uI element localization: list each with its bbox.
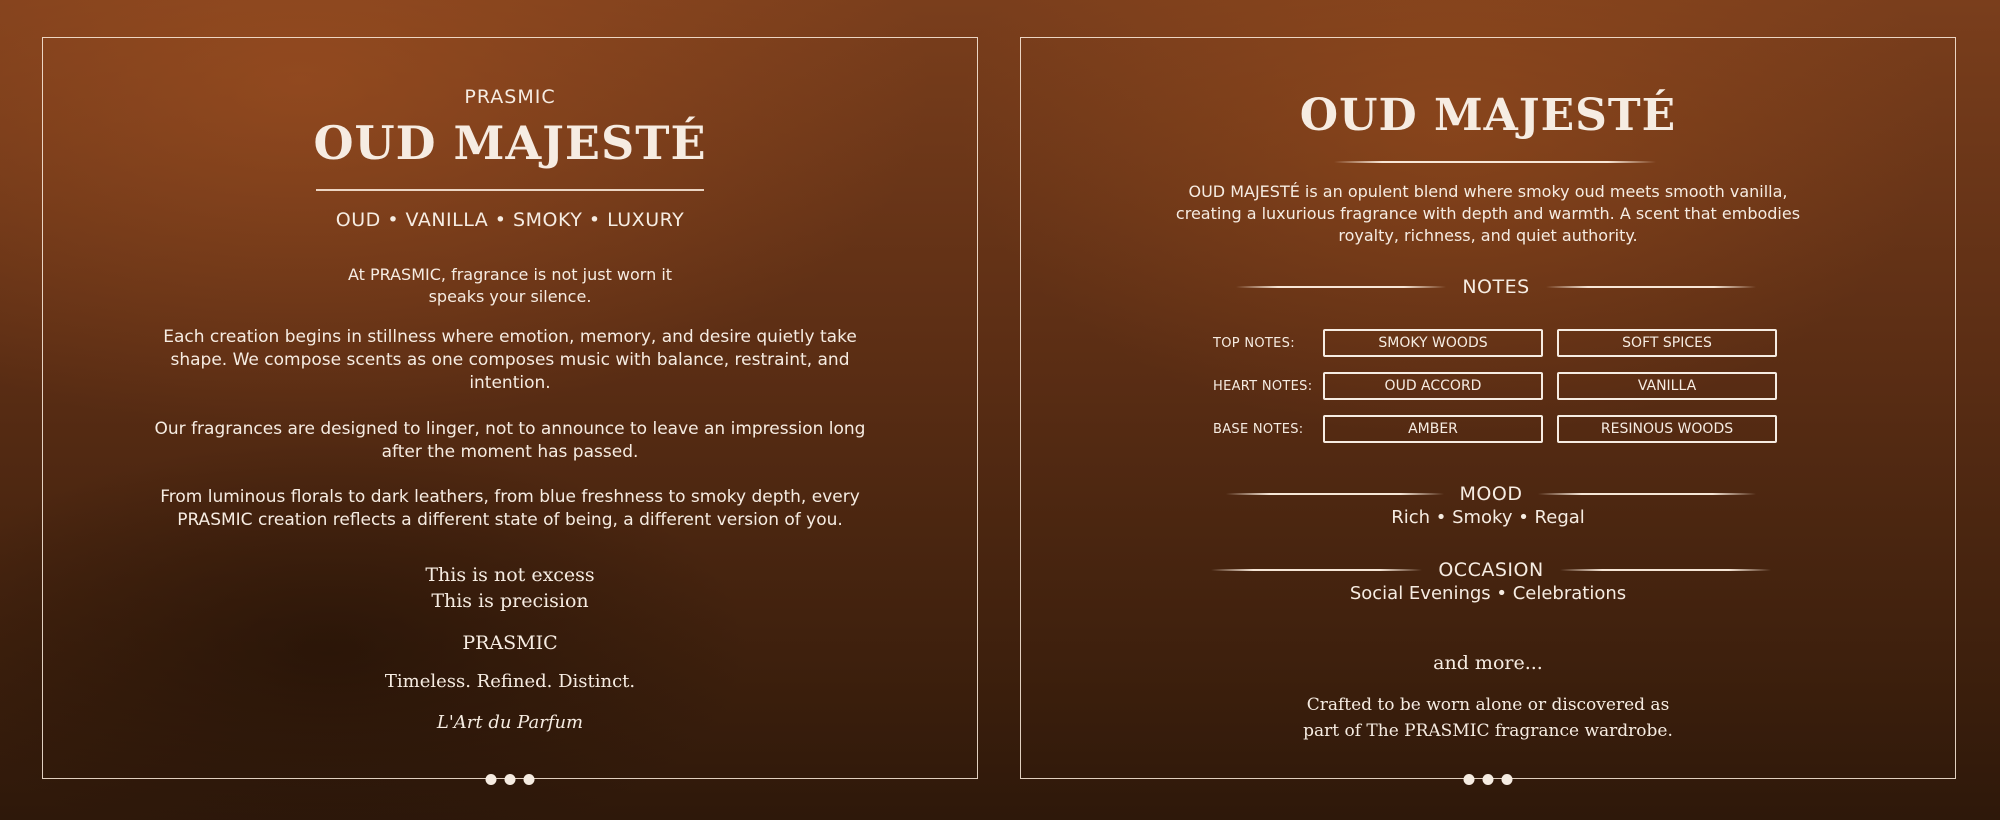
occasion-heading-label: OCCASION <box>1438 559 1544 581</box>
right-panel <box>1020 37 1956 779</box>
brand-name: PRASMIC <box>464 86 556 108</box>
occasion-values: Social Evenings • Celebrations <box>1349 583 1627 604</box>
page-indicator-dots[interactable] <box>1464 774 1513 785</box>
paragraph-range: From luminous florals to dark leathers, from blue freshness to smoky depth, every PRASMIC creation reflects a different state of being, a different version of you. <box>160 487 860 530</box>
note-chip: SMOKY WOODS <box>1323 329 1543 357</box>
product-title-right: OUD MAJESTÉ <box>1299 90 1677 141</box>
dot-1[interactable] <box>486 774 497 785</box>
lart-du-parfum: L'Art du Parfum <box>436 712 584 733</box>
mood-heading-label: MOOD <box>1459 483 1523 505</box>
notes-grid <box>1213 327 1791 456</box>
note-chip: AMBER <box>1323 415 1543 443</box>
dot-2[interactable] <box>1483 774 1494 785</box>
divider-line <box>1226 493 1444 495</box>
intro-line-1: At PRASMIC, fragrance is not just worn it <box>347 265 673 284</box>
title-divider <box>316 189 704 191</box>
note-chip: RESINOUS WOODS <box>1557 415 1777 443</box>
keywords: OUD • VANILLA • SMOKY • LUXURY <box>335 209 685 231</box>
note-chip: SOFT SPICES <box>1557 329 1777 357</box>
note-label: TOP NOTES: <box>1213 335 1295 351</box>
dot-2[interactable] <box>505 774 516 785</box>
page-indicator-dots[interactable] <box>486 774 535 785</box>
crafted-line-2: part of The PRASMIC fragrance wardrobe. <box>1303 721 1673 741</box>
note-label: HEART NOTES: <box>1213 378 1313 394</box>
product-description: OUD MAJESTÉ is an opulent blend where smoky oud meets smooth vanilla, creating a luxurious fragrance with depth and warmth. A scent that embodies royalty, richness, and quiet authority. <box>1175 182 1801 245</box>
notes-heading <box>1236 276 1756 298</box>
brand-signature: PRASMIC <box>462 632 558 654</box>
intro-line-2: speaks your silence. <box>428 287 592 306</box>
dot-3[interactable] <box>1502 774 1513 785</box>
note-row-heart <box>1213 370 1791 402</box>
dot-3[interactable] <box>524 774 535 785</box>
divider-line <box>1211 569 1422 571</box>
tagline: Timeless. Refined. Distinct. <box>384 671 636 692</box>
note-chip: OUD ACCORD <box>1323 372 1543 400</box>
intro-text <box>43 264 977 308</box>
divider-line <box>1560 569 1771 571</box>
note-label: BASE NOTES: <box>1213 421 1304 437</box>
title-divider-right <box>1334 161 1656 163</box>
note-row-top <box>1213 327 1791 359</box>
divider-line <box>1236 286 1446 288</box>
occasion-heading <box>1211 559 1771 581</box>
paragraph-creation: Each creation begins in stillness where emotion, memory, and desire quietly take shape. We compose scents as one composes music with balance, restraint, and intention. <box>163 327 857 393</box>
divider-line <box>1538 493 1756 495</box>
slogan-line-1: This is not excess <box>425 564 595 586</box>
dot-1[interactable] <box>1464 774 1475 785</box>
note-chip: VANILLA <box>1557 372 1777 400</box>
and-more-text: and more... <box>1433 652 1543 674</box>
notes-heading-label: NOTES <box>1462 276 1530 298</box>
paragraph-linger: Our fragrances are designed to linger, not to announce to leave an impression long after the moment has passed. <box>154 419 866 462</box>
note-row-base <box>1213 413 1791 445</box>
slogan-line-2: This is precision <box>431 590 589 612</box>
mood-heading <box>1226 483 1756 505</box>
crafted-line-1: Crafted to be worn alone or discovered as <box>1306 695 1670 715</box>
left-panel <box>42 37 978 779</box>
divider-line <box>1546 286 1756 288</box>
mood-values: Rich • Smoky • Regal <box>1391 507 1585 528</box>
product-title: OUD MAJESTÉ <box>313 116 707 170</box>
